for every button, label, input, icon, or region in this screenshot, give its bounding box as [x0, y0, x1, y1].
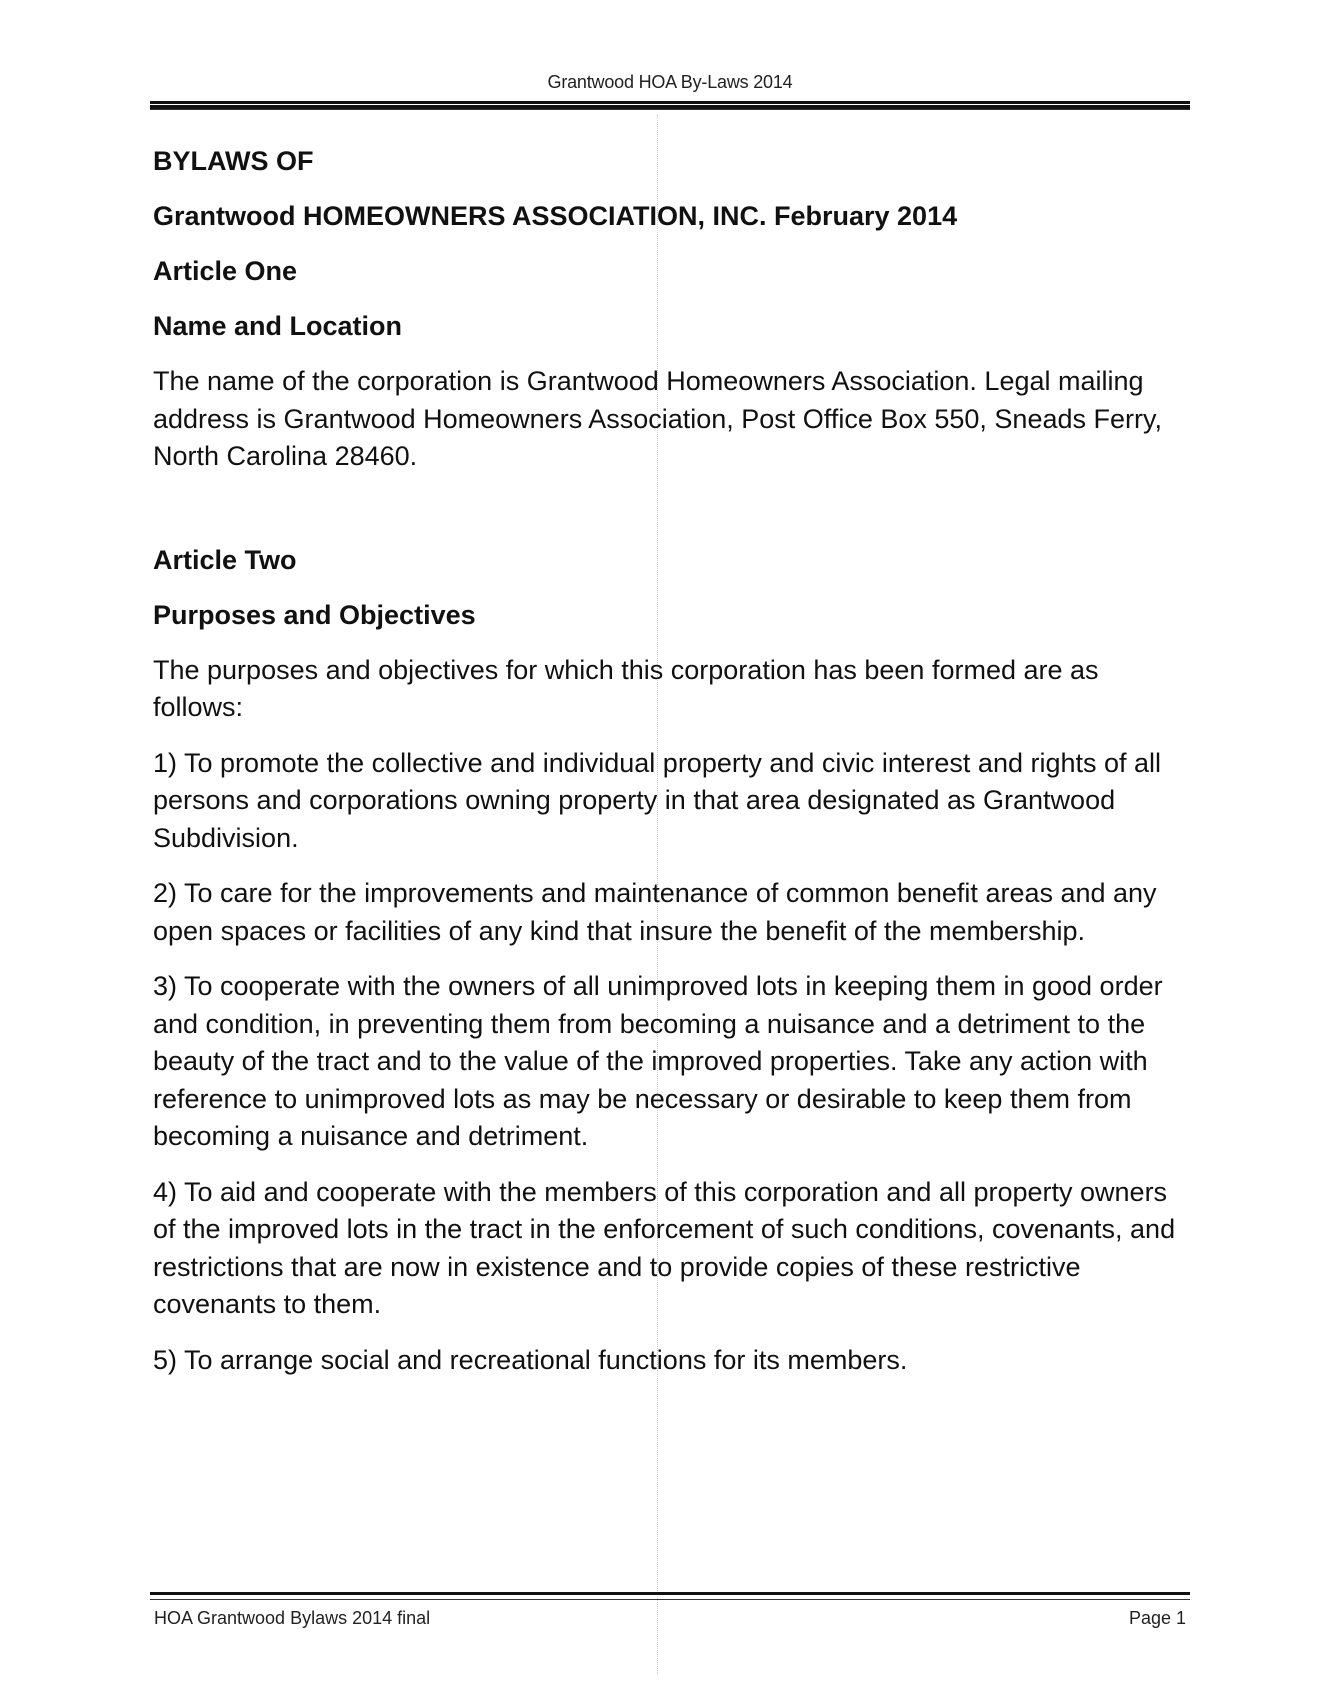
article-one-body: The name of the corporation is Grantwood Homeowners Association. Legal mailing address is Grantwood Homeowners Association, Post Office Box 550, Sneads Ferry, North Carolina 28460. — [153, 366, 1162, 471]
document-body — [153, 143, 1193, 1397]
article-one-heading: Article One — [153, 256, 298, 286]
page-number: Page 1 — [1128, 1608, 1186, 1628]
section-spacer — [153, 494, 1193, 542]
footer-document-name: HOA Grantwood Bylaws 2014 final — [154, 1608, 431, 1628]
running-header: Grantwood HOA By-Laws 2014 — [547, 72, 793, 92]
header-rule — [150, 101, 1190, 110]
purpose-item: 1) To promote the collective and individual property and civic interest and rights of all persons and corporations owning property in that area designated as Grantwood Subdivision. — [153, 747, 1162, 853]
article-two-intro: The purposes and objectives for which this corporation has been formed are as follows: — [153, 654, 1099, 722]
purpose-item: 4) To aid and cooperate with the members of this corporation and all property owners of the improved lots in the tract in the enforcement of such conditions, covenants, and restrictions that are now in existence and to provide copies of these restrictive covenants to them. — [153, 1176, 1176, 1319]
article-two-subheading: Purposes and Objectives — [153, 599, 476, 630]
article-one-subheading: Name and Location — [153, 311, 403, 341]
purpose-item: 2) To care for the improvements and maintenance of common benefit areas and any open spaces or facilities of any kind that insure the benefit of the membership. — [153, 878, 1157, 946]
running-footer — [154, 1608, 1186, 1629]
purpose-item: 5) To arrange social and recreational functions for its members. — [153, 1344, 908, 1375]
purpose-item: 3) To cooperate with the owners of all unimproved lots in keeping them in good order and condition, in preventing them from becoming a nuisance and a detriment to the beauty of the tract and to the value of the improved properties. Take any action with reference to unimproved lots as may be necessary or desirable to keep them from becoming a nuisance and detriment. — [153, 971, 1163, 1151]
article-two-heading: Article Two — [153, 544, 297, 575]
footer-rule — [150, 1592, 1190, 1600]
document-title-line1: BYLAWS OF — [153, 146, 314, 176]
document-title-line2: Grantwood HOMEOWNERS ASSOCIATION, INC. February 2014 — [153, 201, 958, 231]
